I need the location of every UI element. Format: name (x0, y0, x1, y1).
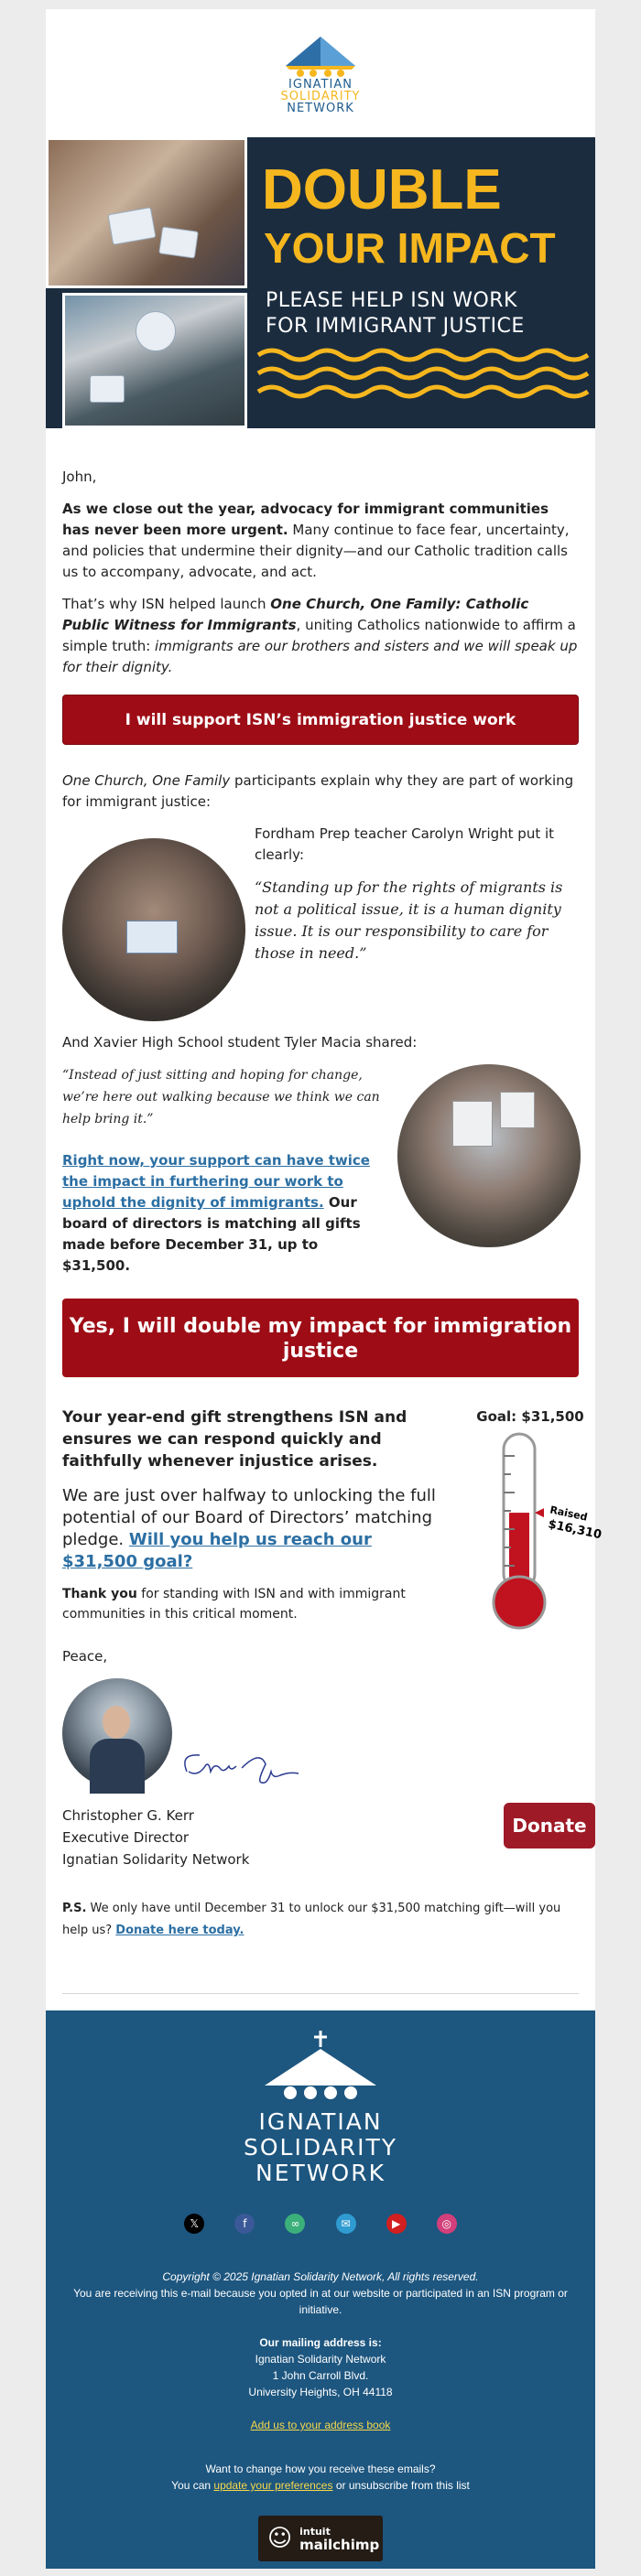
launch-a: That’s why ISN helped launch (62, 596, 271, 612)
hero-photo-top (46, 137, 247, 288)
mailchimp-line-1: intuit (299, 2526, 331, 2538)
photo-circle-carolyn (62, 838, 245, 1021)
hero-title-1: DOUBLE (262, 158, 502, 221)
address-book-link[interactable]: Add us to your address book (250, 2419, 391, 2431)
signer-info (62, 1805, 249, 1870)
footer-logo-3: NETWORK (255, 2160, 386, 2186)
hero-banner[interactable] (46, 137, 595, 428)
match-paragraph (62, 1150, 385, 1277)
mailchimp-badge[interactable] (258, 2516, 383, 2561)
thermometer-bulb (494, 1577, 545, 1628)
facebook-icon[interactable]: f (234, 2214, 255, 2234)
hero-subtitle-2: FOR IMMIGRANT JUSTICE (266, 315, 525, 338)
halfway-text: We are just over halfway to unlocking the full potential of our Board of Directors’ matching pledge. (62, 1486, 436, 1549)
quote-1: “Standing up for the rights of migrants is not a political issue, it is a human dignity issue. It is our responsibility to care for those in need.” (255, 878, 563, 962)
photo-circle-kerr (62, 1678, 172, 1788)
donate-today-link[interactable]: Donate here today. (115, 1924, 244, 1937)
double-impact-button[interactable]: Yes, I will double my impact for immigration justice (62, 1299, 579, 1377)
signature-block (62, 1678, 587, 1905)
email-container (46, 9, 603, 2569)
footer-text (46, 2269, 595, 2494)
mailchimp-line-2: mailchimp (299, 2537, 380, 2553)
signer-name: Christopher G. Kerr (62, 1807, 194, 1824)
match-text: Our board of directors is matching all gifts made before December 31, up to $31,500. (62, 1194, 361, 1274)
support-isn-button[interactable]: I will support ISN’s immigration justice work (62, 695, 579, 745)
launch-c: , uniting Catholics nationwide to affirm a simple truth: (62, 617, 576, 654)
quote-1-text (255, 824, 579, 975)
address-1: Ignatian Solidarity Network (255, 2353, 386, 2366)
opt-in-reason: You are receiving this e-mail because you opted in at our website or participated in an ISN program or initiative. (73, 2287, 568, 2316)
divider (62, 1993, 579, 1994)
intro-bold: As we close out the year, advocacy for immigrant communities has never been more urgent. (62, 501, 549, 538)
reach-goal-link[interactable]: Will you help us reach our $31,500 goal? (62, 1530, 372, 1571)
change-question: Want to change how you receive these emails? (205, 2463, 436, 2475)
footer-logo-icon[interactable] (252, 2029, 389, 2102)
instagram-icon[interactable]: ◎ (437, 2214, 457, 2234)
address-2: 1 John Carroll Blvd. (272, 2369, 369, 2382)
mailing-heading: Our mailing address is: (259, 2336, 382, 2349)
wave-decoration (258, 346, 588, 419)
participants-paragraph (62, 771, 579, 813)
thanks-paragraph (62, 1584, 447, 1624)
launch-paragraph (62, 594, 579, 678)
participants-campaign: One Church, One Family (62, 772, 231, 789)
signature-image (178, 1744, 297, 1790)
you-can: You can (171, 2479, 214, 2492)
intro-rest: Many continue to face fear, uncertainty, and policies that undermine their dignity—and our Catholic tradition calls us to accompany, advocate, and act. (62, 522, 570, 580)
intro-paragraph (62, 499, 579, 583)
quote-2-block (62, 1064, 579, 1284)
signer-org: Ignatian Solidarity Network (62, 1851, 250, 1868)
halfway-paragraph (62, 1485, 447, 1573)
quote-1-block (62, 824, 579, 1027)
footer-logo-2: SOLIDARITY (243, 2134, 398, 2161)
raised-value: $16,310 (547, 1517, 603, 1543)
header-logo-area (46, 9, 595, 137)
mailchimp-icon: ☺ (267, 2525, 293, 2552)
logo-line-1: IGNATIAN (288, 77, 353, 92)
social-row (46, 2214, 595, 2234)
website-icon[interactable]: ∞ (285, 2214, 305, 2234)
address-3: University Heights, OH 44118 (248, 2386, 393, 2398)
impact-link[interactable]: Right now, your support can have twice the impact in furthering our work to uphold the dignity of immigrants. (62, 1152, 370, 1211)
campaign-name: One Church, One Family: Catholic Public Witness for Immigrants (62, 596, 529, 633)
donate-button[interactable]: Donate (504, 1803, 595, 1848)
update-preferences-link[interactable]: update your preferences (213, 2479, 333, 2492)
isn-logo[interactable] (278, 33, 363, 114)
signoff: Peace, (62, 1648, 108, 1665)
copyright: Copyright © 2025 Ignatian Solidarity Network, All rights reserved. (162, 2270, 479, 2283)
raised-label: Raised (549, 1504, 589, 1524)
hero-photo-bottom (62, 293, 247, 428)
thermometer-gauge (469, 1428, 603, 1632)
goal-label: Goal: $31,500 (476, 1408, 584, 1425)
footer-logo-1: IGNATIAN (258, 2108, 383, 2135)
youtube-icon[interactable]: ▶ (386, 2214, 407, 2234)
preferences-line (73, 2477, 568, 2494)
ps-label: P.S. (62, 1902, 87, 1915)
logo-line-2: SOLIDARITY (280, 89, 361, 103)
hero-title-2: YOUR IMPACT (264, 224, 556, 272)
launch-d: immigrants are our brothers and sisters and we will speak up for their dignity. (62, 638, 578, 675)
thanks-rest: for standing with ISN and with immigrant communities in this critical moment. (62, 1587, 406, 1622)
unsubscribe-text: or unsubscribe from this list (332, 2479, 470, 2492)
participants-rest: participants explain why they are part of working for immigrant justice: (62, 772, 574, 810)
hero-subtitle-1: PLEASE HELP ISN WORK (266, 289, 517, 312)
photo-circle-tyler (397, 1064, 581, 1247)
logo-line-3: NETWORK (287, 101, 354, 115)
goal-section (62, 1407, 603, 1635)
quote-1-intro: Fordham Prep teacher Carolyn Wright put it clearly: (255, 825, 555, 863)
goal-text (62, 1407, 447, 1635)
x-icon[interactable]: 𝕏 (184, 2214, 204, 2234)
quote-2-text (62, 1064, 385, 1288)
footer-logo-text (46, 2109, 595, 2186)
ps-text: We only have until December 31 to unlock our $31,500 matching gift—will you help us? (62, 1902, 561, 1937)
quote-2-intro: And Xavier High School student Tyler Macia shared: (62, 1034, 418, 1051)
email-icon[interactable]: ✉ (336, 2214, 356, 2234)
gift-paragraph: Your year-end gift strengthens ISN and ensures we can respond quickly and faithfully whenever injustice arises. (62, 1408, 407, 1471)
greeting: John, (62, 469, 97, 485)
footer (46, 2010, 595, 2569)
tent-logo-icon (278, 33, 363, 77)
signer-title: Executive Director (62, 1829, 190, 1846)
mailchimp-text (299, 2525, 379, 2552)
thanks-bold: Thank you (62, 1587, 137, 1601)
body-content (46, 428, 603, 1994)
quote-2: “Instead of just sitting and hoping for change, we’re here out walking because we think we can help bring it.” (62, 1068, 380, 1126)
hero-subtitle (266, 288, 525, 340)
